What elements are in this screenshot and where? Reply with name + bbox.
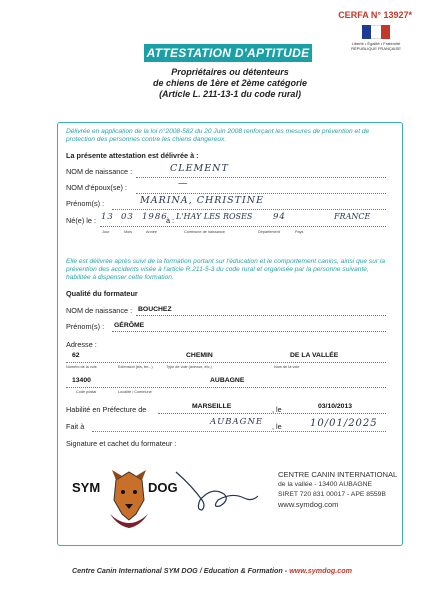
document-title: ATTESTATION D'APTITUDE bbox=[144, 44, 312, 62]
svg-text:DOG: DOG bbox=[148, 480, 178, 495]
holder-firstnames-line bbox=[112, 209, 386, 210]
stamp-line-3: SIRET 720 831 00017 - APE 8559B bbox=[278, 491, 386, 498]
holder-married-value[interactable]: — bbox=[178, 178, 189, 189]
footer-text: Centre Canin International SYM DOG / Education & Formation - bbox=[71, 566, 290, 575]
svg-text:SYM: SYM bbox=[72, 480, 101, 495]
trainer-firstname-label: Prénom(s) : bbox=[66, 322, 105, 331]
prefecture-date[interactable]: 03/10/2013 bbox=[318, 403, 353, 410]
done-at-city[interactable]: AUBAGNE bbox=[210, 417, 264, 427]
signature-label: Signature et cachet du formateur : bbox=[66, 439, 177, 448]
prefecture-line bbox=[158, 413, 386, 414]
trainer-signature bbox=[172, 466, 262, 516]
prefecture-date-label: , le bbox=[272, 405, 282, 414]
sub-country: Pays bbox=[295, 230, 304, 234]
holder-lastname-value[interactable]: CLEMENT bbox=[170, 163, 229, 174]
street-line bbox=[66, 362, 386, 363]
trainer-firstname-value[interactable]: GÉRÔME bbox=[114, 322, 145, 329]
street-number[interactable]: 62 bbox=[72, 352, 80, 359]
birth-city[interactable]: L'HAY LES ROSES bbox=[176, 212, 253, 221]
birth-month[interactable]: 03 bbox=[121, 212, 134, 222]
prefecture-value[interactable]: MARSEILLE bbox=[192, 403, 232, 410]
sub-month: Mois bbox=[124, 230, 133, 234]
holder-married-label: NOM d'époux(se) : bbox=[66, 183, 128, 192]
cerfa-number: CERFA N° 13927* bbox=[338, 10, 412, 20]
intro-text: Délivrée en application de la loi n°2008-582 du 20 Juin 2008 renforçant les mesures de prévention et de protection des personnes contre les chiens dangereux. bbox=[66, 128, 370, 143]
trainer-lastname-line bbox=[136, 315, 386, 316]
city-value[interactable]: AUBAGNE bbox=[210, 377, 245, 384]
holder-heading: La présente attestation est délivrée à : bbox=[66, 151, 199, 160]
stamp-text bbox=[278, 470, 397, 510]
republic-logo-text: Liberté • Égalité • Fraternité RÉPUBLIQUE FRANÇAISE bbox=[351, 41, 401, 51]
sub-city: Commune de naissance bbox=[184, 230, 225, 234]
done-at-label: Fait à bbox=[66, 422, 85, 431]
subtitle-line-2: de chiens de 1ère et 2ème catégorie bbox=[152, 78, 308, 88]
address-label: Adresse : bbox=[66, 340, 97, 349]
birth-department[interactable]: 94 bbox=[273, 212, 286, 222]
birth-year[interactable]: 1986 bbox=[142, 212, 168, 222]
sub-department: Département bbox=[258, 230, 280, 234]
footer bbox=[0, 566, 424, 575]
stamp-line-1: CENTRE CANIN INTERNATIONAL bbox=[278, 470, 398, 479]
trainer-firstname-line bbox=[112, 331, 386, 332]
symdog-logo bbox=[70, 470, 188, 532]
done-line bbox=[92, 431, 386, 432]
holder-firstnames-label: Prénom(s) : bbox=[66, 199, 105, 208]
sub-locality: Localité / Commune bbox=[118, 390, 152, 394]
sub-street-type: Type de voie (avenue, etc.) bbox=[166, 365, 212, 369]
trainer-heading: Qualité du formateur bbox=[66, 289, 138, 298]
training-text: Elle est délivrée après suivi de la formation portant sur l'éducation et le comportement canins, ainsi que sur la prévention des accidents visée à l'article R.211-5-3 du code rural et organisée par la personne suivante, habilitée à dispenser cette formation. bbox=[66, 258, 386, 281]
holder-lastname-line bbox=[136, 177, 386, 178]
sub-street-number: Numéro de la voie bbox=[66, 365, 97, 369]
done-date[interactable]: 10/01/2025 bbox=[310, 418, 378, 429]
city-line bbox=[66, 387, 386, 388]
sub-street-extension: Extension (bis, ter...) bbox=[118, 365, 153, 369]
sub-street-name: Nom de la voie bbox=[274, 365, 300, 369]
sub-year: Année bbox=[146, 230, 157, 234]
done-date-label: , le bbox=[272, 422, 282, 431]
trainer-lastname-value[interactable]: BOUCHEZ bbox=[138, 306, 172, 313]
stamp-line-2: de la vallée - 13400 AUBAGNE bbox=[278, 481, 373, 488]
holder-firstnames-value[interactable]: MARINA, CHRISTINE bbox=[140, 195, 265, 206]
footer-website-link[interactable]: www.symdog.com bbox=[289, 566, 353, 575]
birth-country[interactable]: FRANCE bbox=[334, 212, 371, 221]
subtitle-line-3: (Article L. 211-13-1 du code rural) bbox=[159, 89, 301, 99]
street-type[interactable]: CHEMIN bbox=[186, 352, 213, 359]
holder-born-line bbox=[100, 226, 386, 227]
birth-place-label: à : bbox=[166, 216, 175, 225]
birth-day[interactable]: 13 bbox=[101, 212, 114, 222]
stamp-line-4: www.symdog.com bbox=[278, 500, 339, 509]
postcode-value[interactable]: 13400 bbox=[72, 377, 91, 384]
sub-day: Jour bbox=[102, 230, 110, 234]
subtitle-line-1: Propriétaires ou détenteurs bbox=[171, 67, 289, 77]
trainer-lastname-label: NOM de naissance : bbox=[66, 306, 133, 315]
document-subtitle bbox=[110, 67, 350, 100]
holder-born-label: Né(e) le : bbox=[66, 216, 97, 225]
prefecture-label: Habilité en Préfecture de bbox=[66, 405, 147, 414]
street-name[interactable]: DE LA VALLÉE bbox=[290, 352, 339, 359]
sub-postcode: Code postal bbox=[76, 390, 97, 394]
holder-lastname-label: NOM de naissance : bbox=[66, 167, 133, 176]
holder-married-line bbox=[136, 193, 386, 194]
french-flag-logo bbox=[362, 25, 390, 39]
